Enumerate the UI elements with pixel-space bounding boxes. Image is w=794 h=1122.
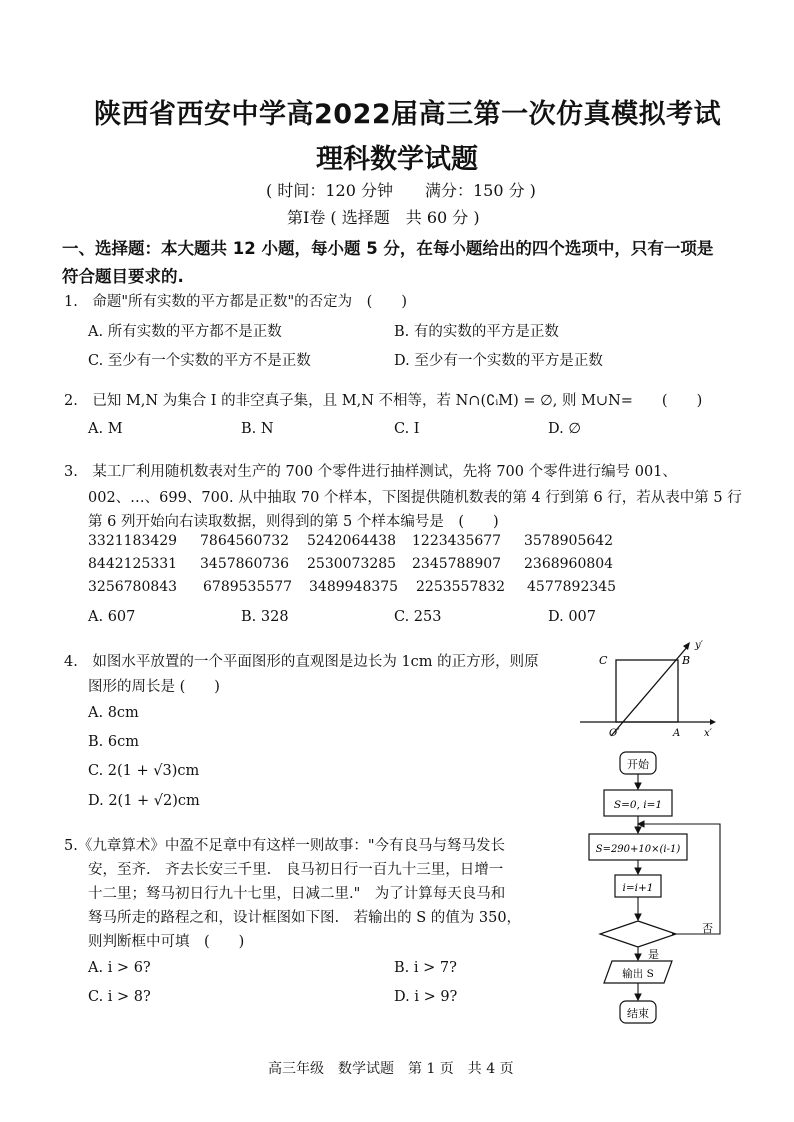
question-3-option-d: D. 007 [548,609,597,625]
question-1-stem: 1. 命题"所有实数的平方都是正数"的否定为 ( ) [64,294,407,310]
question-2-option-a: A. M [88,421,123,437]
flow-yes-label: 是 [648,948,659,961]
question-5-option-c: C. i > 8? [88,989,151,1005]
question-2-option-d: D. ∅ [548,421,581,437]
flow-calc-label: S=290+10×(i-1) [595,844,681,855]
table-cell: 4577892345 [527,579,617,595]
x-axis-arrow [710,719,716,725]
flow-no-label: 否 [702,922,713,935]
question-5-line1: 5.《九章算术》中盈不足章中有这样一则故事："今有良马与驽马发长 [64,838,506,854]
flow-end-label: 结束 [627,1007,649,1020]
table-cell: 2530073285 [307,556,397,572]
table-cell: 3256780843 [88,579,178,595]
table-cell: 2368960804 [524,556,614,572]
label-a: A [673,728,681,739]
flow-increment-label: i=i+1 [622,882,654,894]
flow-start-label: 开始 [627,758,649,771]
flow-output-label: 输出 S [622,968,654,980]
table-cell: 3578905642 [524,533,614,549]
table-cell: 7864560732 [200,533,290,549]
question-3-option-b: B. 328 [241,609,289,625]
flowchart [582,748,727,1030]
question-5-option-b: B. i > 7? [394,960,457,976]
question-5-line3: 十二里；驽马初日行九十七里，日减二里." 为了计算每天良马和 [88,886,506,902]
flow-init-label: S=0, i=1 [613,799,663,811]
label-b: B [682,654,691,667]
table-cell: 3489948375 [309,579,399,595]
page-title: 陕西省西安中学高2022届高三第一次仿真模拟考试 [94,99,722,130]
question-1-option-c: C. 至少有一个实数的平方不是正数 [88,353,311,369]
label-c: C [599,654,608,667]
label-x: x′ [704,728,712,739]
table-cell: 6789535577 [203,579,293,595]
question-1-option-d: D. 至少有一个实数的平方是正数 [394,353,603,369]
question-2-option-b: B. N [241,421,274,437]
question-4-line1: 4. 如图水平放置的一个平面图形的直观图是边长为 1cm 的正方形，则原 [64,654,539,670]
question-5-option-a: A. i > 6? [88,960,151,976]
question-1-option-a: A. 所有实数的平方都不是正数 [88,324,282,340]
question-1-option-b: B. 有的实数的平方是正数 [394,324,559,340]
question-5-line4: 驽马所走的路程之和，设计框图如下图. 若输出的 S 的值为 350， [88,910,522,926]
page-footer: 高三年级 数学试题 第 1 页 共 4 页 [268,1061,514,1077]
question-3-line1: 3. 某工厂利用随机数表对生产的 700 个零件进行抽样测试，先将 700 个零件进行编号 001、 [64,464,677,480]
question-4-option-b: B. 6cm [88,734,139,750]
table-cell: 2253557832 [416,579,506,595]
table-cell: 3457860736 [200,556,290,572]
question-4-line2: 图形的周长是 ( ) [88,679,220,695]
question-3-option-c: C. 253 [394,609,442,625]
time-info: ( 时间：120 分钟 满分：150 分 ) [266,181,536,200]
table-cell: 2345788907 [412,556,502,572]
flow-decision-diamond [600,921,676,947]
question-3-line2: 002、…、699、700. 从中抽取 70 个样本，下图提供随机数表的第 4 行到第 6 行，若从表中第 5 行 [88,490,742,506]
label-y: y′ [695,640,703,651]
question-2-option-c: C. I [394,421,420,437]
question-4-option-a: A. 8cm [88,705,139,721]
table-cell: 3321183429 [88,533,178,549]
question-5-line5: 则判断框中可填 ( ) [88,934,245,950]
question-3-line3: 第 6 列开始向右读取数据，则得到的第 5 个样本编号是 ( ) [88,514,499,530]
question-2-stem: 2. 已知 M,N 为集合 I 的非空真子集，且 M,N 不相等，若 N∩(∁ᵢM) = ∅, 则 M∪N= ( ) [64,393,703,409]
question-5-option-d: D. i > 9? [394,989,458,1005]
flow-loop-arrow [638,824,720,934]
table-cell: 1223435677 [412,533,502,549]
question-5-line2: 安，至齐. 齐去长安三千里. 良马初日行一百九十三里，日增一 [88,862,504,878]
oblique-square-figure [578,636,723,744]
question-4-option-d: D. 2(1 + √2)cm [88,793,200,809]
question-3-option-a: A. 607 [88,609,136,625]
table-cell: 8442125331 [88,556,178,572]
table-cell: 5242064438 [307,533,397,549]
section-heading-line1: 一、选择题：本大题共 12 小题，每小题 5 分，在每小题给出的四个选项中，只有一项是 [62,239,714,258]
section-heading-line2: 符合题目要求的. [62,267,184,286]
part-info: 第Ⅰ卷 ( 选择题 共 60 分 ) [287,208,480,227]
y-axis-arrow [683,642,690,650]
page-subtitle: 理科数学试题 [316,144,478,175]
label-o: O′ [609,728,620,739]
question-4-option-c: C. 2(1 + √3)cm [88,763,200,779]
